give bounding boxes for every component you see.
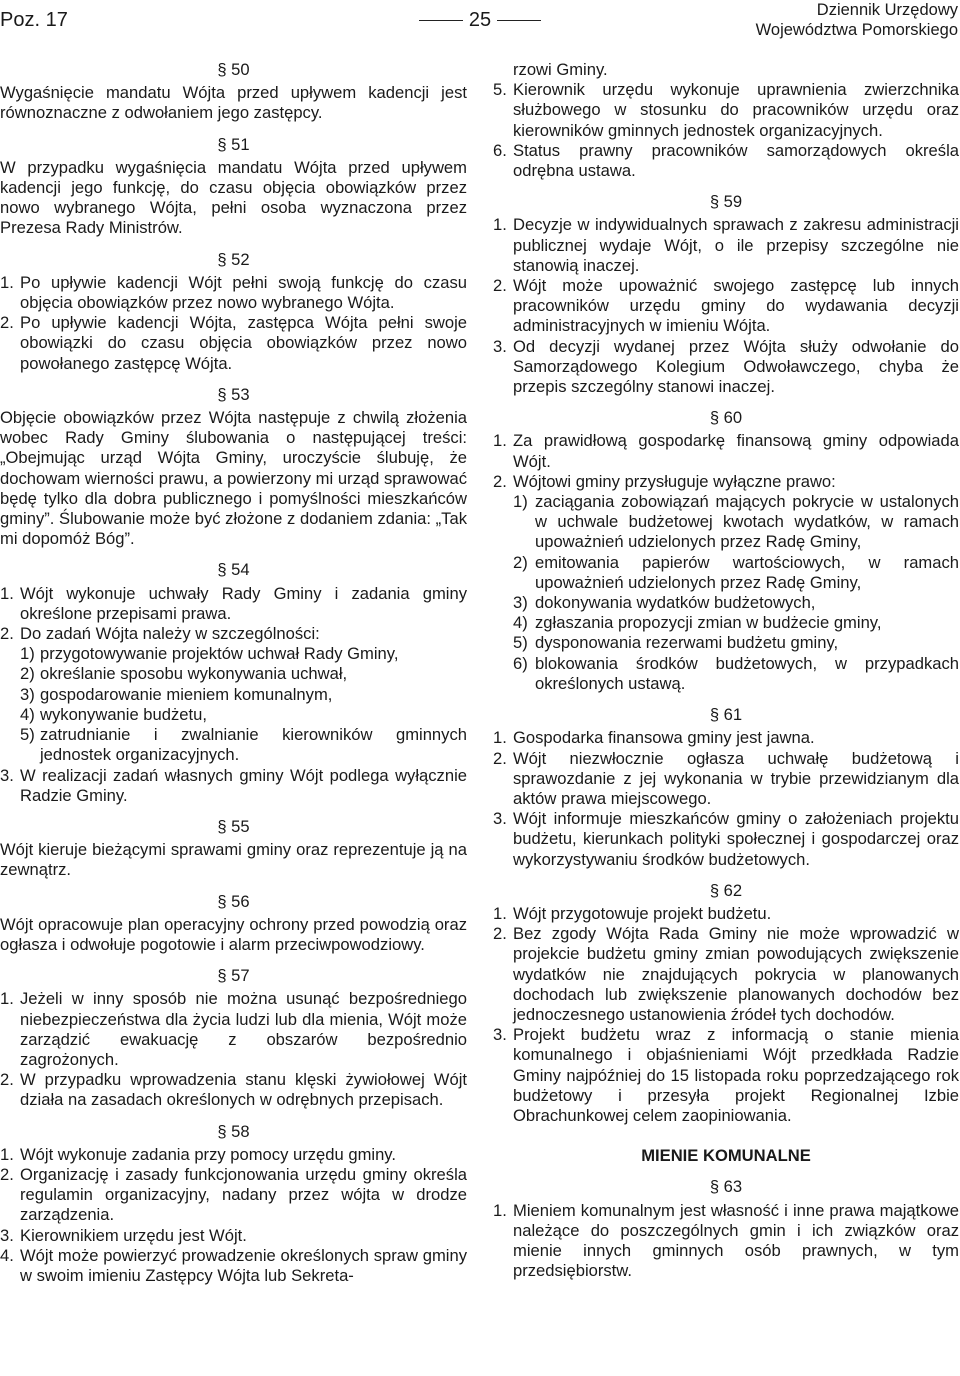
item-number: 6. — [493, 140, 507, 160]
section-52-item — [0, 273, 467, 313]
sub-text: zaciągania zobowiązań mających pokrycie w ustalonych w uchwale budżetowej kwotach wydatków, w ramach upoważnień udzielonych przez Radę Gminy, — [535, 492, 959, 552]
page-number-text: 25 — [468, 9, 492, 31]
section-55-title: § 55 — [217, 816, 250, 836]
item-number: 2. — [493, 924, 507, 944]
page-number — [400, 10, 560, 30]
section-63-item — [493, 1201, 959, 1282]
sublist-item — [513, 553, 959, 593]
section-58-continuation: rzowi Gminy. — [513, 60, 608, 79]
sublist-item — [20, 685, 467, 705]
item-text: Wójt wykonuje zadania przy pomocy urzędu gminy. — [20, 1144, 396, 1164]
sub-number: 5) — [513, 633, 528, 653]
sub-text: gospodarowanie mieniem komunalnym, — [40, 684, 333, 704]
section-60-title: § 60 — [709, 408, 743, 428]
section-57-item — [0, 989, 467, 1070]
item-text: Po upływie kadencji Wójta, zastępca Wójta pełni swoje obowiązki do czasu objęcia obowiązków przez nowo powołanego zastępcę Wójta. — [20, 313, 467, 373]
item-number: 1. — [493, 1200, 507, 1220]
item-text: Wójt informuje mieszkańców gminy o założeniach projektu budżetu, kierunkach polityki społecznej i gospodarczej oraz wykorzystywaniu środków budżetowych. — [513, 809, 959, 869]
item-text: Kierownikiem urzędu jest Wójt. — [20, 1225, 247, 1245]
item-number: 3. — [493, 1025, 507, 1045]
item-number: 2. — [0, 1070, 14, 1090]
section-59-item — [493, 215, 959, 276]
section-58-item — [0, 1145, 467, 1165]
item-text: Jeżeli w inny sposób nie można usunąć bezpośredniego niebezpieczeństwa dla życia ludzi lub dla mienia, Wójt może zarządzić ewakuację z obszarów bezpośrednio zagrożonych. — [20, 989, 467, 1069]
item-number: 3. — [493, 336, 507, 356]
sub-number: 5) — [20, 725, 35, 745]
item-text: Bez zgody Wójta Rada Gminy nie może wprowadzić w projekcie budżetu gminy zmian powodujących zwiększenie wydatków nie znajdujących pokrycia w planowanych dochodach lub zwiększenie planowanych dochodów bez jednoczesnego ustanowienia źródeł tych dochodów. — [513, 924, 959, 1024]
item-text: W realizacji zadań własnych gminy Wójt podlega wyłącznie Radzie Gminy. — [20, 765, 467, 805]
item-text: Decyzje w indywidualnych sprawach z zakresu administracji publicznej wydaje Wójt, o ile przepisy szczególne nie stanowią inaczej. — [513, 215, 959, 275]
section-58-item — [493, 141, 959, 181]
journal-title-line1: Dziennik Urzędowy — [816, 1, 958, 19]
sublist-item — [513, 492, 959, 553]
sublist-item — [20, 705, 467, 725]
section-53-text: Objęcie obowiązków przez Wójta następuje z chwilą złożenia wobec Rady Gminy ślubowania o następującej treści: „Obejmując urząd Wójta Gminy, uroczyście ślubuję, że dochowam wierności prawu, a powierzony mi urząd sprawować będę tylko dla dobra publicznego i pomyślności mieszkańców gminy”. Ślubowanie może być złożone z dodaniem zdania: „Tak mi dopomóż Bóg”. — [0, 408, 467, 549]
item-number: 1. — [0, 1144, 14, 1164]
rule-right — [497, 20, 541, 21]
section-52-title: § 52 — [217, 249, 250, 269]
item-text: Wójtowi gminy przysługuje wyłączne prawo: — [513, 471, 836, 491]
item-number: 3. — [0, 1225, 14, 1245]
section-63-title: § 63 — [709, 1177, 743, 1197]
item-text: Status prawny pracowników samorządowych określa odrębna ustawa. — [513, 140, 959, 181]
item-text: Do zadań Wójta należy w szczególności: — [20, 624, 320, 644]
item-number: 2. — [0, 313, 14, 333]
section-58-item — [493, 80, 959, 141]
section-61-item — [493, 809, 959, 870]
section-54-item — [0, 624, 467, 765]
item-text: W przypadku wprowadzenia stanu klęski żywiołowej Wójt działa na zasadach określonych w odrębnych przepisach. — [20, 1070, 467, 1110]
section-58-item — [0, 1246, 467, 1286]
sub-number: 4) — [20, 704, 35, 724]
item-text: Wójt może powierzyć prowadzenie określonych spraw gminy w swoim imieniu Zastępcy Wójta lub Sekreta- — [20, 1245, 467, 1285]
item-text: Wójt wykonuje uchwały Rady Gminy i zadania gminy określone przepisami prawa. — [20, 583, 467, 623]
item-text: Po upływie kadencji Wójt pełni swoją funkcję do czasu objęcia obowiązków przez nowo wybranego Wójta. — [20, 272, 467, 313]
section-59-title: § 59 — [709, 192, 743, 212]
sub-text: określanie sposobu wykonywania uchwał, — [40, 664, 348, 684]
section-57-item — [0, 1070, 467, 1110]
page-header — [0, 0, 960, 46]
rule-left — [419, 20, 463, 21]
sub-number: 3) — [20, 684, 35, 704]
item-number: 1. — [0, 272, 14, 292]
sublist-item — [513, 613, 959, 633]
section-57-title: § 57 — [217, 966, 250, 986]
section-56-text: Wójt opracowuje plan operacyjny ochrony przed powodzią oraz ogłasza i odwołuje pogotowie i alarm przeciwpowodziowy. — [0, 914, 467, 954]
section-52-item — [0, 313, 467, 374]
item-text: Od decyzji wydanej przez Wójta służy odwołanie do Samorządowego Kolegium Odwoławczego, chyba że przepis szczególny stanowi inaczej. — [513, 336, 959, 397]
item-number: 5. — [493, 80, 507, 100]
section-58-item — [0, 1226, 467, 1246]
sublist-item — [20, 664, 467, 684]
section-53-title: § 53 — [217, 384, 250, 404]
item-text: Mieniem komunalnym jest własność i inne prawa majątkowe należące do poszczególnych gmin i ich związków oraz mienie innych gminnych osób prawnych, w tym przedsiębiorstw. — [513, 1200, 959, 1281]
sub-number: 2) — [513, 552, 528, 572]
sub-text: dokonywania wydatków budżetowych, — [535, 593, 816, 613]
section-59-item — [493, 276, 959, 337]
sub-number: 4) — [513, 613, 528, 633]
item-number: 2. — [0, 1164, 14, 1184]
section-51-title: § 51 — [217, 134, 250, 154]
right-column — [493, 60, 959, 1281]
sublist-item — [513, 593, 959, 613]
item-text: Wójt przygotowuje projekt budżetu. — [513, 903, 772, 923]
item-text: Wójt może upoważnić swojego zastępcę lub innych pracowników urzędu gminy do wydawania decyzji administracyjnych w imieniu Wójta. — [513, 276, 959, 336]
sub-number: 3) — [513, 593, 528, 613]
section-54-item — [0, 584, 467, 624]
section-62-title: § 62 — [709, 880, 743, 900]
section-60-item — [493, 472, 959, 694]
section-61-item — [493, 728, 959, 748]
section-51-text: W przypadku wygaśnięcia mandatu Wójta przed upływem kadencji jego funkcję, do czasu objęcia obowiązków przez nowo wybranego Wójta, pełni osoba wyznaczona przez Prezesa Rady Ministrów. — [0, 157, 467, 238]
item-number: 1. — [0, 989, 14, 1009]
item-text: Gospodarka finansowa gminy jest jawna. — [513, 728, 815, 748]
item-number: 2. — [0, 624, 14, 644]
section-50-title: § 50 — [217, 60, 250, 79]
sub-text: przygotowywanie projektów uchwał Rady Gminy, — [40, 644, 399, 664]
item-number: 1. — [0, 583, 14, 603]
journal-title-line2: Województwa Pomorskiego — [755, 21, 958, 39]
sub-number: 6) — [513, 653, 528, 673]
sub-number: 1) — [20, 644, 35, 664]
section-62-item — [493, 924, 959, 1025]
sub-number: 1) — [513, 492, 528, 512]
section-62-item — [493, 904, 959, 924]
item-number: 3. — [493, 809, 507, 829]
heading-mienie-komunalne: MIENIE KOMUNALNE — [641, 1146, 811, 1166]
item-number: 1. — [493, 215, 507, 235]
item-number: 4. — [0, 1245, 14, 1265]
item-number: 3. — [0, 765, 14, 785]
left-column — [0, 60, 467, 1286]
section-54-item — [0, 766, 467, 806]
item-number: 2. — [493, 748, 507, 768]
section-62-item — [493, 1025, 959, 1126]
sub-number: 2) — [20, 664, 35, 684]
section-61-title: § 61 — [709, 705, 743, 725]
section-56-title: § 56 — [217, 891, 250, 911]
item-number: 2. — [493, 276, 507, 296]
sub-text: dysponowania rezerwami budżetu gminy, — [535, 633, 839, 653]
section-60-item — [493, 431, 959, 471]
item-text: Kierownik urzędu wykonuje uprawnienia zwierzchnika służbowego w stosunku do pracowników urzędu oraz kierowników gminnych jednostek organizacyjnych. — [513, 80, 959, 140]
section-50-text: Wygaśnięcie mandatu Wójta przed upływem kadencji jest równoznaczne z odwołaniem jego zastępcy. — [0, 83, 467, 123]
item-text: Organizację i zasady funkcjonowania urzędu gminy określa regulamin organizacyjny, nadany przez wójta w drodze zarządzenia. — [20, 1164, 467, 1225]
section-54-title: § 54 — [217, 560, 250, 580]
item-text: Wójt niezwłocznie ogłasza uchwałę budżetową i sprawozdanie z jej wykonania w trybie przewidzianym dla aktów prawa miejscowego. — [513, 748, 959, 808]
section-58-item — [0, 1165, 467, 1226]
sub-text: blokowania środków budżetowych, w przypadkach określonych ustawą. — [535, 653, 959, 693]
sublist-item — [513, 633, 959, 653]
section-54-sublist — [20, 644, 467, 765]
item-text: Projekt budżetu wraz z informacją o stanie mienia komunalnego i objaśnieniami Wójt przedkłada Radzie Gminy najpóźniej do 15 listopada roku poprzedzającego rok budżetowy i przesyła projekt Regionalnej Izbie Obrachunkowej celem zaopiniowania. — [513, 1025, 959, 1125]
sub-text: zatrudnianie i zwalnianie kierowników gminnych jednostek organizacyjnych. — [40, 725, 467, 765]
section-58-title: § 58 — [217, 1121, 250, 1141]
section-55-text: Wójt kieruje bieżącymi sprawami gminy oraz reprezentuje ją na zewnątrz. — [0, 840, 467, 880]
item-text: Za prawidłową gospodarkę finansową gminy odpowiada Wójt. — [513, 431, 959, 471]
item-number: 1. — [493, 903, 507, 923]
section-61-item — [493, 749, 959, 810]
sub-text: zgłaszania propozycji zmian w budżecie gminy, — [535, 613, 882, 633]
section-60-sublist — [513, 492, 959, 694]
journal-title — [756, 0, 958, 40]
position-number: Poz. 17 — [0, 9, 68, 31]
sub-text: emitowania papierów wartościowych, w ramach upoważnień udzielonych przez Radę Gminy, — [535, 552, 959, 592]
sublist-item — [513, 654, 959, 694]
sublist-item — [20, 644, 467, 664]
item-number: 2. — [493, 471, 507, 491]
section-59-item — [493, 337, 959, 398]
item-number: 1. — [493, 728, 507, 748]
sub-text: wykonywanie budżetu, — [40, 704, 207, 724]
item-number: 1. — [493, 431, 507, 451]
sublist-item — [20, 725, 467, 765]
